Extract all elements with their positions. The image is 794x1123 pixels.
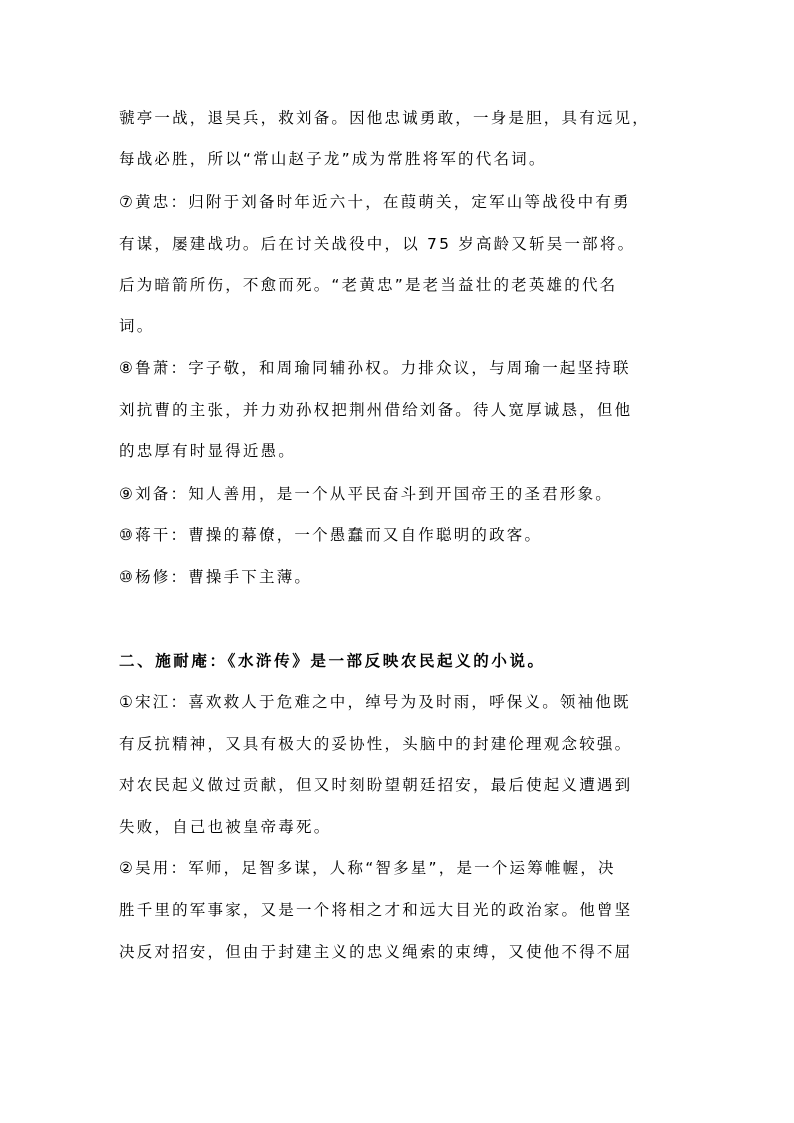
paragraph-line: 虢亭一战，退吴兵，救刘备。因他忠诚勇敢，一身是胆，具有远见， xyxy=(119,109,651,127)
paragraph-line: ②吴用：军师，足智多谋，人称“智多星”，是一个运筹帷幄，决 xyxy=(119,859,616,877)
paragraph-line: 刘抗曹的主张，并力劝孙权把荆州借给刘备。待人宽厚诚恳，但他 xyxy=(119,401,633,419)
paragraph-line: 每战必胜，所以“常山赵子龙”成为常胜将军的代名词。 xyxy=(119,150,547,168)
paragraph-line: 决反对招安，但由于封建主义的忠义绳索的束缚，又使他不得不屈 xyxy=(119,943,633,961)
paragraph-line: ①宋江：喜欢救人于危难之中，绰号为及时雨，呼保义。领袖他既 xyxy=(119,693,631,711)
paragraph-line: 胜千里的军事家，又是一个将相之才和远大目光的政治家。他曾坚 xyxy=(119,901,633,919)
paragraph-line: 词。 xyxy=(119,317,155,335)
paragraph-line: ⑨刘备：知人善用，是一个从平民奋斗到开国帝王的圣君形象。 xyxy=(119,485,613,503)
paragraph-line: ⑦黄忠：归附于刘备时年近六十，在葭萌关，定军山等战役中有勇 xyxy=(119,193,631,211)
paragraph-line: 后为暗箭所伤，不愈而死。“老黄忠”是老当益壮的老英雄的代名 xyxy=(119,276,618,294)
paragraph-line: 失败，自己也被皇帝毒死。 xyxy=(119,818,332,836)
paragraph-line: ⑩杨修：曹操手下主薄。 xyxy=(119,568,313,586)
paragraph-line: 有反抗精神，又具有极大的妥协性，头脑中的封建伦理观念较强。 xyxy=(119,735,633,753)
paragraph-line: 的忠厚有时显得近愚。 xyxy=(119,442,297,460)
paragraph-line: ⑩蒋干：曹操的幕僚，一个愚蠢而又自作聪明的政客。 xyxy=(119,526,543,544)
section-heading: 二、施耐庵：《水浒传》是一部反映农民起义的小说。 xyxy=(119,652,546,670)
paragraph-line: 对农民起义做过贡献，但又时刻盼望朝廷招安，最后使起义遭遇到 xyxy=(119,776,633,794)
paragraph-line: ⑧鲁萧：字子敬，和周瑜同辅孙权。力排众议，与周瑜一起坚持联 xyxy=(119,359,631,377)
paragraph-line: 有谋，屡建战功。后在讨关战役中，以 75 岁高龄又斩吴一部将。 xyxy=(119,235,636,253)
